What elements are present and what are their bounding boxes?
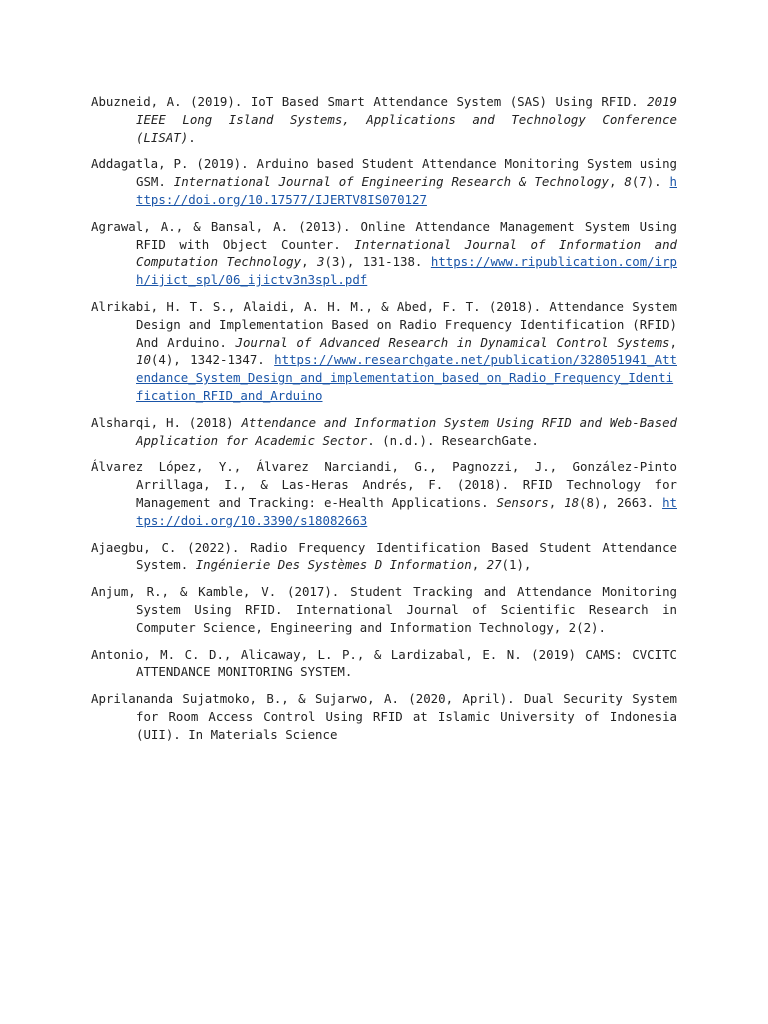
reference-text: Antonio, M. C. D., Alicaway, L. P., & Lardizabal, E. N. (2019) CAMS: CVCITC ATTENDANCE MONITORING SYSTEM. [91,646,677,680]
reference-text: Aprilananda Sujatmoko, B., & Sujarwo, A. (2020, April). Dual Security System for Room Access Control Using RFID at Islamic University of Indonesia (UII). In Materials Science [91,691,677,742]
reference-text: Abuzneid, A. (2019). IoT Based Smart Attendance System (SAS) Using RFID. [91,94,648,109]
reference-text: Alsharqi, H. (2018) [91,414,242,430]
reference-text: (3), 131-138. [324,254,431,270]
italic-title: Sensors [496,494,549,510]
reference-entry [91,458,677,529]
reference-text: , [669,334,677,350]
italic-title: 10 [136,352,151,368]
reference-text: Addagatla, P. (2019). Arduino based Student Attendance Monitoring System using GSM. [91,156,677,190]
reference-text: Anjum, R., & Kamble, V. (2017). Student Tracking and Attendance Monitoring System Using RFID. International Journal of Scientific Research in Computer Science, Engineering and Information Technology, 2(2). [91,584,677,635]
reference-text: . [188,129,196,145]
reference-entry [91,155,677,208]
reference-text: Álvarez López, Y., Álvarez Narciandi, G., Pagnozzi, J., González-Pinto Arrillaga, I., & Las-Heras Andrés, F. (2018). RFID Technology for Management and Tracking: e-Health Applications. [91,459,677,510]
reference-entry [91,583,677,636]
reference-entry [91,646,677,682]
reference-text: , [471,557,487,573]
reference-text: Agrawal, A., & Bansal, A. (2013). Online Attendance Management System Using RFID with Object Counter. [91,218,677,252]
italic-title: 8 [624,174,632,190]
reference-text: , [301,254,317,270]
reference-entry [91,93,677,146]
italic-title: 18 [564,494,580,510]
doi-link[interactable]: https://doi.org/10.17577/IJERTV8IS070127 [136,174,677,207]
reference-text: Alrikabi, H. T. S., Alaidi, A. H. M., & Abed, F. T. (2018). Attendance System Design and Implementation Based on Radio Frequency Identification (RFID) And Arduino. [91,298,677,350]
reference-entry [91,690,677,743]
doi-link[interactable]: https://www.ripublication.com/irph/ijict_spl/06_ijictv3n3spl.pdf [136,254,678,288]
italic-title: International Journal of Information and Computation Technology [136,236,677,270]
reference-list [91,93,677,753]
reference-entry [91,298,677,405]
doi-link[interactable]: https://doi.org/10.3390/s18082663 [136,494,677,528]
italic-title: 3 [316,254,325,270]
italic-title: International Journal of Engineering Research & Technology [173,174,609,190]
reference-text: (7). [631,174,670,190]
reference-text: Ajaegbu, C. (2022). Radio Frequency Identification Based Student Attendance System. [91,539,677,573]
italic-title: Ingénierie Des Systèmes D Information [195,557,472,573]
reference-entry [91,218,677,289]
italic-title: 2019 IEEE Long Island Systems, Applications and Technology Conference (LISAT) [136,94,677,145]
reference-text: (1), [501,557,532,573]
reference-text: (8), 2663. [579,494,663,510]
reference-text: , [548,494,565,510]
italic-title: Journal of Advanced Research in Dynamical Control Systems [235,334,670,350]
doi-link[interactable]: https://www.researchgate.net/publication/328051941_Attendance_System_Design_and_implementation_based_on_Radio_Frequency_Identification_RFID_and_Arduino [136,352,677,403]
reference-entry [91,414,677,450]
italic-title: Attendance and Information System Using RFID and Web-Based Application for Academic Sector [136,414,677,448]
reference-text: . (n.d.). ResearchGate. [367,432,539,448]
reference-entry [91,539,677,575]
reference-text: (4), 1342-1347. [150,352,275,368]
italic-title: 27 [486,557,502,573]
reference-text: , [608,174,625,190]
